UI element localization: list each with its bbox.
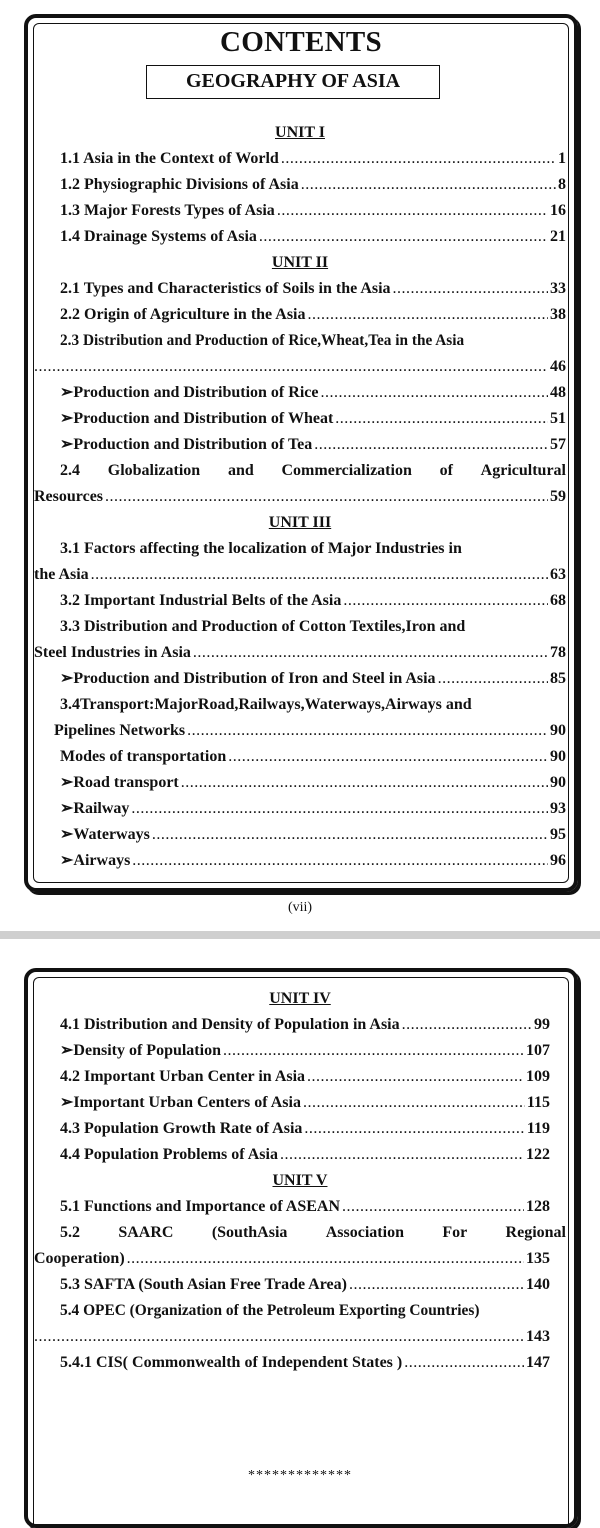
toc-entry[interactable]	[60, 1090, 550, 1116]
toc-entry-label: 3.3 Distribution and Production of Cotton Textiles,Iron and	[60, 618, 466, 635]
toc-page-number: 135	[526, 1250, 550, 1267]
toc-entry[interactable]	[60, 1350, 550, 1376]
unit-heading	[34, 250, 566, 276]
subject-title-box: GEOGRAPHY OF ASIA	[146, 65, 440, 99]
toc-entry[interactable]	[60, 666, 566, 692]
dot-leader	[152, 822, 548, 848]
unit-heading	[34, 1168, 566, 1194]
toc-entry-label: 5.4.1 CIS( Commonwealth of Independent States )	[60, 1354, 403, 1371]
toc-entry-label: 1.4 Drainage Systems of Asia	[60, 228, 257, 245]
dot-leader	[314, 432, 548, 458]
toc-entry[interactable]	[60, 1012, 550, 1038]
toc-entry[interactable]	[60, 172, 566, 198]
unit-heading-label: UNIT II	[271, 254, 329, 271]
dot-leader	[259, 224, 548, 250]
toc-entry-label: 5.3 SAFTA (South Asian Free Trade Area)	[60, 1276, 347, 1293]
toc-entry-label: 3.1 Factors affecting the localization of Major Industries in	[60, 540, 462, 557]
toc-entry[interactable]	[60, 1272, 550, 1298]
toc-entry-word: of	[439, 462, 453, 479]
dot-leader	[223, 1038, 524, 1064]
page-separator	[0, 931, 600, 939]
toc-entry[interactable]	[60, 796, 566, 822]
toc-entry-label: 5.4 OPEC (Organization of the Petroleum Exporting Countries)	[60, 1302, 480, 1319]
toc-entry[interactable]	[60, 1298, 566, 1324]
toc-entry-label: ➢Railway	[60, 800, 130, 817]
toc-entry[interactable]	[60, 822, 566, 848]
toc-entry[interactable]	[60, 380, 566, 406]
toc-entry-word: For	[442, 1224, 468, 1241]
toc-entry-label: 1.1 Asia in the Context of World	[60, 150, 279, 167]
unit-heading-label: UNIT III	[268, 514, 332, 531]
dot-leader	[349, 1272, 524, 1298]
toc-page-number: 122	[526, 1146, 550, 1163]
toc-entry[interactable]	[60, 302, 566, 328]
toc-entry[interactable]	[60, 588, 566, 614]
toc-page-number: 38	[550, 306, 566, 323]
toc-entry-word: Agricultural	[480, 462, 566, 479]
toc-page-number: 115	[526, 1094, 550, 1111]
toc-page-number: 68	[550, 592, 566, 609]
toc-page-number: 99	[534, 1016, 550, 1033]
toc-page-number: 21	[550, 228, 566, 245]
toc-page-number: 8	[558, 176, 566, 193]
toc-entry-word: Commercialization	[281, 462, 412, 479]
dot-leader	[34, 354, 548, 380]
toc-page-number: 90	[550, 748, 566, 765]
dot-leader	[307, 1064, 524, 1090]
toc-entry-word: (SouthAsia	[211, 1224, 288, 1241]
toc-page-number: 96	[550, 852, 566, 869]
toc-entry-label: 2.1 Types and Characteristics of Soils in the Asia	[60, 280, 391, 297]
toc-entry-label: ➢Density of Population	[60, 1042, 221, 1059]
toc-entry[interactable]	[60, 146, 566, 172]
toc-page-number: 57	[550, 436, 566, 453]
toc-entry-label: 3.2 Important Industrial Belts of the Asia	[60, 592, 342, 609]
unit-heading	[34, 510, 566, 536]
toc-page-number: 63	[550, 566, 566, 583]
dot-leader	[402, 1012, 532, 1038]
unit-heading-label: UNIT IV	[269, 990, 331, 1007]
toc-entry-label: 4.3 Population Growth Rate of Asia	[60, 1120, 303, 1137]
end-mark: *************	[248, 1468, 352, 1483]
toc-entry-word: Association	[325, 1224, 404, 1241]
dot-leader	[342, 1194, 524, 1220]
toc-entry[interactable]	[60, 224, 566, 250]
toc-entry-word: 5.2	[60, 1224, 80, 1241]
toc-entry-label: 4.2 Important Urban Center in Asia	[60, 1068, 306, 1085]
unit-heading	[34, 120, 566, 146]
toc-entry-continuation[interactable]	[34, 1246, 550, 1272]
toc-entry-word: and	[227, 462, 254, 479]
unit-heading-label: UNIT V	[272, 1172, 328, 1189]
toc-entry-continuation[interactable]	[34, 1324, 550, 1350]
toc-entry-label: Steel Industries in Asia	[34, 644, 191, 661]
toc-entry-label: ➢Production and Distribution of Rice	[60, 384, 319, 401]
toc-page-number: 128	[526, 1198, 550, 1215]
toc-entry[interactable]	[60, 432, 566, 458]
toc-entry-continuation[interactable]	[34, 354, 566, 380]
dot-leader	[34, 1324, 524, 1350]
toc-entry[interactable]	[60, 614, 566, 640]
toc-page-number: 85	[550, 670, 566, 687]
toc-entry-continuation[interactable]	[34, 484, 566, 510]
toc-entry[interactable]	[60, 848, 566, 874]
toc-page-number: 51	[550, 410, 566, 427]
toc-page-number: 107	[526, 1042, 550, 1059]
toc-entry-label: 1.3 Major Forests Types of Asia	[60, 202, 275, 219]
dot-leader	[404, 1350, 524, 1376]
dot-leader	[438, 666, 548, 692]
toc-entry-label: 2.3 Distribution and Production of Rice,Wheat,Tea in the Asia	[60, 332, 465, 349]
toc-entry[interactable]	[60, 1220, 566, 1246]
toc-entry[interactable]	[60, 1194, 550, 1220]
toc-entry[interactable]	[60, 744, 566, 770]
dot-leader	[132, 848, 548, 874]
dot-leader	[127, 1246, 524, 1272]
toc-entry-label: 5.1 Functions and Importance of ASEAN	[60, 1198, 341, 1215]
toc-entry-label: Pipelines Networks	[54, 722, 186, 739]
toc-entry[interactable]	[60, 1142, 550, 1168]
toc-entry-label: Cooperation)	[34, 1250, 125, 1267]
toc-entry[interactable]	[60, 1064, 550, 1090]
toc-entry-label: 4.1 Distribution and Density of Population in Asia	[60, 1016, 400, 1033]
page-folio-number: (vii)	[287, 900, 313, 915]
toc-entry-label: ➢Important Urban Centers of Asia	[60, 1094, 301, 1111]
toc-entry-continuation[interactable]	[34, 562, 566, 588]
toc-entry-label: ➢Production and Distribution of Tea	[60, 436, 313, 453]
toc-page-number: 48	[550, 384, 566, 401]
toc-entry-label: Modes of transportation	[60, 748, 227, 765]
toc-page-number: 59	[550, 488, 566, 505]
toc-entry[interactable]	[60, 1116, 550, 1142]
toc-page-number: 33	[550, 280, 566, 297]
toc-entry-label: ➢Road transport	[60, 774, 179, 791]
toc-page-number: 1	[558, 150, 566, 167]
toc-entry-label: 1.2 Physiographic Divisions of Asia	[60, 176, 299, 193]
dot-leader	[277, 198, 548, 224]
dot-leader	[335, 406, 548, 432]
toc-entry-word: Regional	[505, 1224, 566, 1241]
toc-entry-word: Globalization	[107, 462, 201, 479]
toc-page-number: 143	[526, 1328, 550, 1345]
toc-entry[interactable]	[60, 276, 566, 302]
toc-entry[interactable]	[60, 770, 566, 796]
dot-leader	[131, 796, 548, 822]
toc-page-number: 119	[526, 1120, 550, 1137]
toc-page-number: 140	[526, 1276, 550, 1293]
dot-leader	[393, 276, 548, 302]
toc-page-number: 109	[526, 1068, 550, 1085]
toc-page-number: 78	[550, 644, 566, 661]
toc-entry-label: ➢Waterways	[60, 826, 150, 843]
toc-entry-label: 3.4Transport:MajorRoad,Railways,Waterways,Airways and	[60, 696, 472, 713]
dot-leader	[304, 1116, 524, 1142]
dot-leader	[281, 146, 556, 172]
toc-entry-label: the Asia	[34, 566, 89, 583]
dot-leader	[91, 562, 548, 588]
toc-page-number: 95	[550, 826, 566, 843]
page-title: CONTENTS	[220, 26, 382, 58]
dot-leader	[303, 1090, 525, 1116]
toc-page-number: 147	[526, 1354, 550, 1371]
toc-entry[interactable]	[60, 328, 566, 354]
toc-entry-label: Resources	[34, 488, 104, 505]
unit-heading	[34, 986, 566, 1012]
dot-leader	[105, 484, 548, 510]
toc-page-number: 90	[550, 774, 566, 791]
toc-entry[interactable]	[60, 198, 566, 224]
toc-entry-label: ➢Airways	[60, 852, 131, 869]
dot-leader	[343, 588, 548, 614]
toc-entry[interactable]	[60, 406, 566, 432]
dot-leader	[307, 302, 548, 328]
toc-entry-continuation[interactable]	[34, 640, 566, 666]
dot-leader	[181, 770, 548, 796]
dot-leader	[193, 640, 548, 666]
toc-entry-continuation[interactable]	[54, 718, 566, 744]
dot-leader	[280, 1142, 524, 1168]
toc-entry[interactable]	[60, 536, 566, 562]
dot-leader	[320, 380, 548, 406]
dot-leader	[228, 744, 548, 770]
toc-entry-label: 2.2 Origin of Agriculture in the Asia	[60, 306, 306, 323]
dot-leader	[301, 172, 556, 198]
toc-page-number: 46	[550, 358, 566, 375]
toc-entry-label: 4.4 Population Problems of Asia	[60, 1146, 278, 1163]
toc-entry[interactable]	[60, 1038, 550, 1064]
unit-heading-label: UNIT I	[275, 124, 325, 141]
toc-page-number: 93	[550, 800, 566, 817]
toc-page-number: 16	[550, 202, 566, 219]
toc-entry-label: ➢Production and Distribution of Wheat	[60, 410, 334, 427]
toc-entry-word: 2.4	[60, 462, 80, 479]
toc-page-number: 90	[550, 722, 566, 739]
dot-leader	[187, 718, 548, 744]
toc-entry[interactable]	[60, 458, 566, 484]
toc-entry-word: SAARC	[118, 1224, 174, 1241]
toc-entry-label: ➢Production and Distribution of Iron and Steel in Asia	[60, 670, 436, 687]
toc-entry[interactable]	[60, 692, 566, 718]
